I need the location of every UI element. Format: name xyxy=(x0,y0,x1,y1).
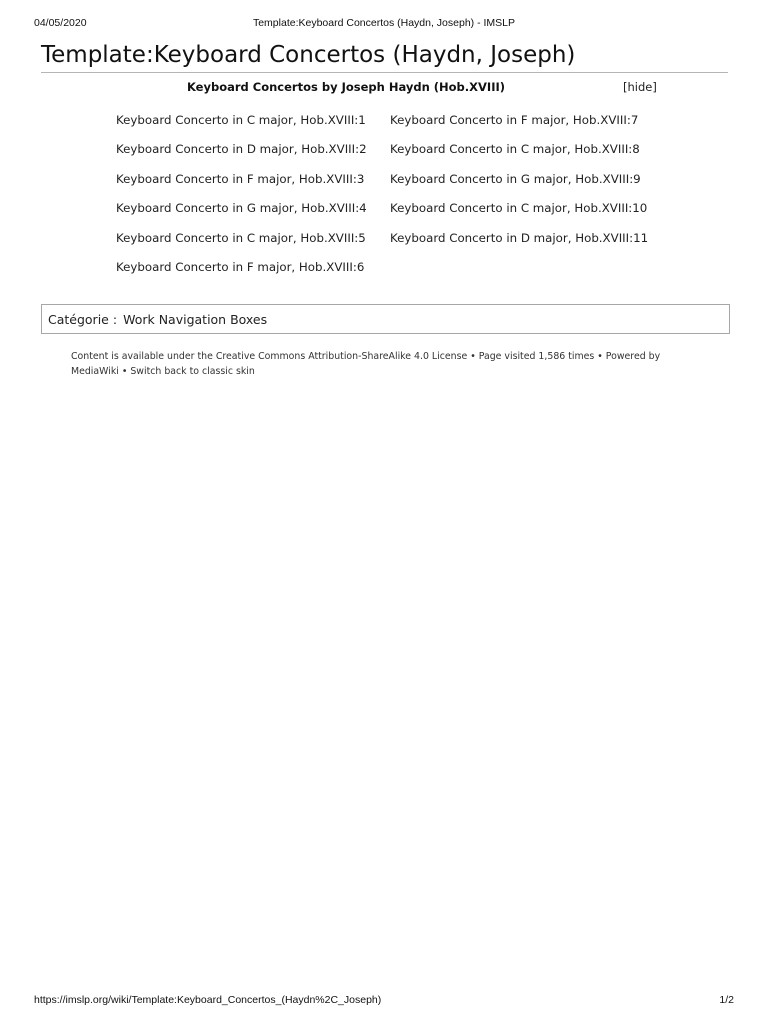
print-footer xyxy=(34,994,734,1008)
print-url: https://imslp.org/wiki/Template:Keyboard_Concertos_(Haydn%2C_Joseph) xyxy=(34,994,382,1006)
print-date: 04/05/2020 xyxy=(34,17,87,29)
navbox-title: Keyboard Concertos by Joseph Haydn (Hob.XVIII) xyxy=(186,80,506,94)
concerto-link-11[interactable]: Keyboard Concerto in D major, Hob.XVIII:11 xyxy=(390,230,649,245)
concerto-link-7[interactable]: Keyboard Concerto in F major, Hob.XVIII:7 xyxy=(390,113,639,127)
concerto-link-3[interactable]: Keyboard Concerto in F major, Hob.XVIII:3 xyxy=(116,171,365,186)
concerto-link-1[interactable]: Keyboard Concerto in C major, Hob.XVIII:1 xyxy=(116,113,366,127)
category-link[interactable]: Work Navigation Boxes xyxy=(123,312,268,327)
print-document-title: Template:Keyboard Concertos (Haydn, Joseph) - IMSLP xyxy=(252,17,516,29)
category-label: Catégorie : xyxy=(48,312,118,327)
print-header xyxy=(34,17,734,31)
concerto-link-5[interactable]: Keyboard Concerto in C major, Hob.XVIII:5 xyxy=(116,230,366,245)
navbox-hide-toggle[interactable]: [hide] xyxy=(623,80,657,94)
concerto-link-4[interactable]: Keyboard Concerto in G major, Hob.XVIII:4 xyxy=(116,201,367,216)
navbox-left-column xyxy=(116,113,367,289)
concerto-link-2[interactable]: Keyboard Concerto in D major, Hob.XVIII:2 xyxy=(116,142,367,157)
concerto-link-6[interactable]: Keyboard Concerto in F major, Hob.XVIII:6 xyxy=(116,259,365,274)
page-title: Template:Keyboard Concertos (Haydn, Joseph) xyxy=(41,42,728,73)
concerto-link-9[interactable]: Keyboard Concerto in G major, Hob.XVIII:9 xyxy=(390,171,641,186)
page-footer: Content is available under the Creative Commons Attribution-ShareAlike 4.0 License • Page visited 1,586 times • Powered by MediaWiki • Switch back to classic skin xyxy=(71,351,661,377)
concerto-link-10[interactable]: Keyboard Concerto in C major, Hob.XVIII:10 xyxy=(390,201,648,216)
concerto-link-8[interactable]: Keyboard Concerto in C major, Hob.XVIII:8 xyxy=(390,142,640,157)
print-page-number: 1/2 xyxy=(719,994,734,1006)
navbox-right-column xyxy=(390,113,648,260)
navbox xyxy=(41,78,728,288)
category-links xyxy=(41,304,730,334)
